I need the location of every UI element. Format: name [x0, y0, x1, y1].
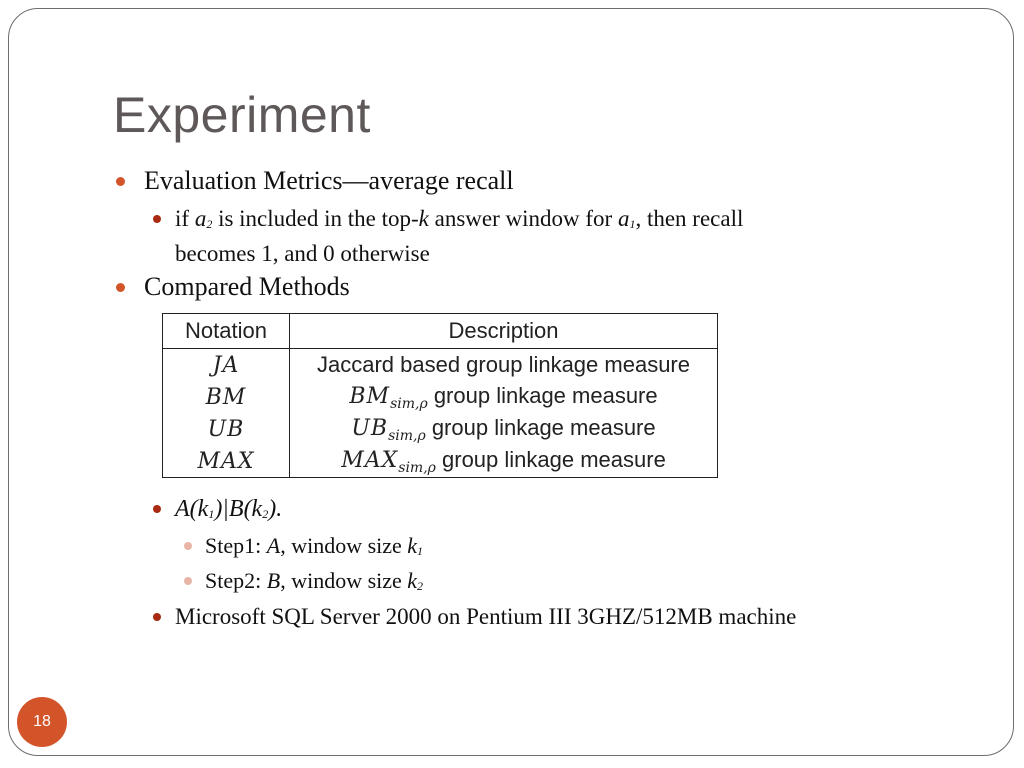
- var-k: k: [407, 568, 418, 593]
- var-a: a: [617, 206, 630, 231]
- text-fragment: Step2:: [205, 568, 267, 593]
- methods-table: [162, 313, 718, 478]
- description-subscript: sim,ρ: [388, 427, 426, 444]
- description-subscript: sim,ρ: [398, 459, 436, 476]
- notation-cell: BM: [163, 381, 290, 413]
- bullet-evaluation-metrics: [144, 166, 514, 196]
- text-fragment: , window size: [280, 568, 408, 593]
- bullet-compared-methods: [144, 272, 350, 302]
- var-subscript: 1: [629, 217, 636, 231]
- description-cell: [290, 381, 718, 413]
- table-row: [163, 381, 718, 413]
- text-fragment: , window size: [280, 533, 408, 558]
- description-text: group linkage measure: [435, 446, 666, 472]
- bullet-text: Evaluation Metrics—average recall: [144, 166, 514, 195]
- var-b: B: [266, 568, 281, 593]
- bullet-step1: [205, 533, 423, 559]
- bullet-text: Compared Methods: [144, 272, 350, 301]
- text-fragment: if: [175, 206, 195, 231]
- bullet-formula: [175, 494, 282, 529]
- description-math: BM: [349, 383, 391, 409]
- description-cell: [290, 349, 718, 382]
- table-row: [163, 349, 718, 382]
- bullet-recall-definition: [175, 204, 743, 269]
- var-subscript: 2: [262, 507, 269, 521]
- bullet-dot: [153, 215, 161, 223]
- description-math: MAX: [341, 447, 399, 473]
- text-fragment: is included in the top-: [212, 206, 419, 231]
- table-row: [163, 445, 718, 478]
- table-header-notation: Notation: [163, 314, 290, 349]
- slide-title: Experiment: [113, 87, 371, 143]
- var-a: a: [194, 206, 207, 231]
- bullet-machine: [175, 602, 796, 632]
- var-subscript: 1: [208, 507, 215, 521]
- notation-cell: JA: [163, 349, 290, 382]
- description-text: group linkage measure: [427, 382, 658, 408]
- description-math: UB: [351, 415, 389, 441]
- description-cell: [290, 413, 718, 445]
- bullet-dot: [184, 542, 192, 550]
- description-text: group linkage measure: [425, 414, 656, 440]
- page-number-badge: 18: [17, 697, 67, 747]
- bullet-text: Microsoft SQL Server 2000 on Pentium III 3GHZ/512MB machine: [175, 604, 797, 629]
- text-fragment: answer window for: [428, 206, 618, 231]
- bullet-dot: [153, 613, 161, 621]
- var-a: A: [266, 533, 281, 558]
- var-k: k: [407, 533, 418, 558]
- bullet-dot: [153, 505, 161, 513]
- var-k: k: [418, 206, 429, 231]
- bullet-step2: [205, 568, 423, 594]
- text-fragment: Step1:: [205, 533, 267, 558]
- table-header-row: [163, 314, 718, 349]
- text-fragment: )|B(k: [214, 496, 263, 522]
- table-row: [163, 413, 718, 445]
- var-subscript: 2: [417, 579, 424, 593]
- bullet-dot: [184, 577, 192, 585]
- bullet-dot: [116, 283, 125, 292]
- description-cell: [290, 445, 718, 478]
- var-subscript: 2: [206, 217, 213, 231]
- text-fragment: becomes 1, and 0 otherwise: [175, 241, 430, 266]
- bullet-dot: [116, 177, 125, 186]
- description-subscript: sim,ρ: [390, 395, 428, 412]
- text-fragment: A(k: [175, 496, 209, 522]
- notation-cell: MAX: [163, 445, 290, 478]
- notation-cell: UB: [163, 413, 290, 445]
- var-subscript: 1: [417, 544, 424, 558]
- text-fragment: , then recall: [635, 206, 744, 231]
- text-fragment: ).: [268, 496, 283, 522]
- description-text: Jaccard based group linkage measure: [316, 352, 690, 377]
- table-header-description: Description: [290, 314, 718, 349]
